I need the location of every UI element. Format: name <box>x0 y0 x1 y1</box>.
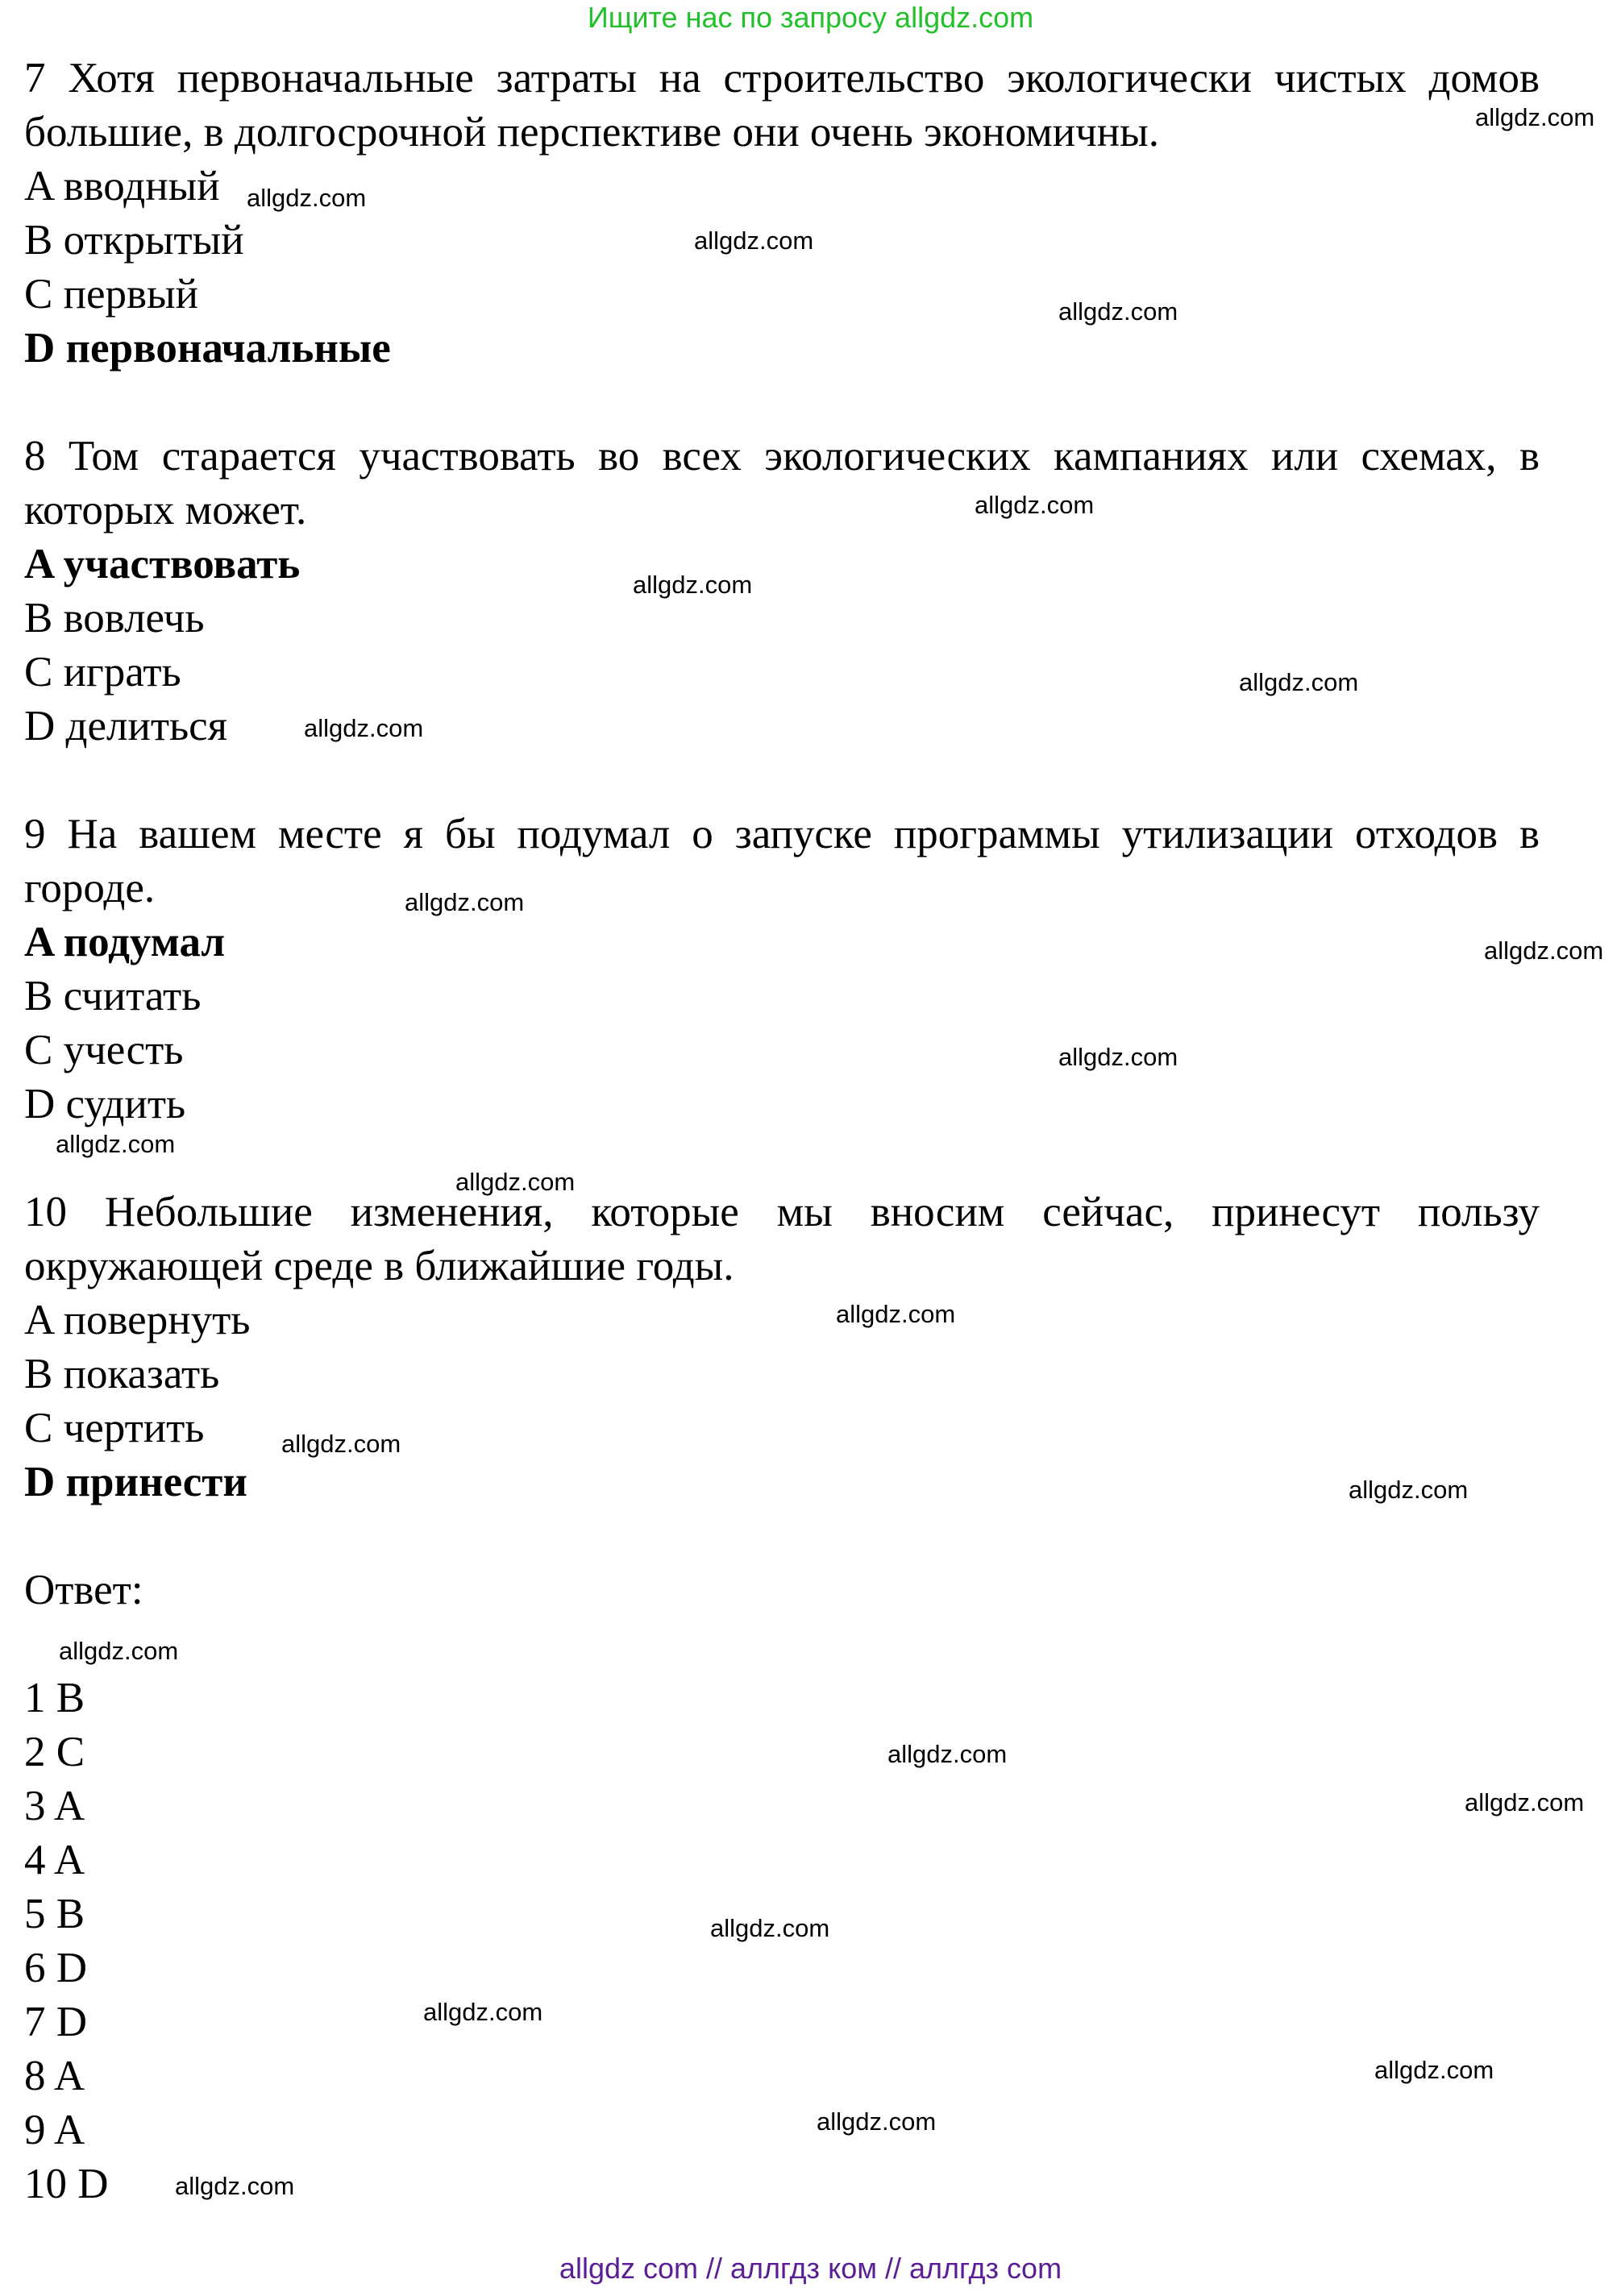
answer-item: 3 A <box>24 1783 85 1829</box>
option-list <box>24 1293 1540 1509</box>
search-hint-banner: Ищите нас по запросу allgdz.com <box>587 1 1034 34</box>
question-7 <box>24 52 1540 376</box>
option-list <box>24 538 1540 754</box>
watermark: allgdz.com <box>281 1430 401 1458</box>
question-text: 8 Том старается участвовать во всех экологических кампаниях или схемах, в которых может. <box>24 433 1540 534</box>
option-a-correct: A участвовать <box>24 541 301 587</box>
option-d: D делиться <box>24 703 228 749</box>
option-b: B показать <box>24 1351 220 1397</box>
watermark: allgdz.com <box>1058 297 1178 326</box>
answer-item: 5 B <box>24 1891 85 1937</box>
answer-item: 7 D <box>24 1999 88 2045</box>
option-list <box>24 915 1540 1131</box>
option-a: A повернуть <box>24 1297 251 1343</box>
question-10 <box>24 1185 1540 1509</box>
option-c: C учесть <box>24 1027 184 1073</box>
option-a: A вводный <box>24 163 220 210</box>
question-text: 7 Хотя первоначальные затраты на строительство экологически чистых домов большие, в долгосрочной перспективе они очень экономичны. <box>24 55 1540 156</box>
option-b: B считать <box>24 973 202 1019</box>
watermark: allgdz.com <box>1465 1788 1585 1816</box>
watermark: allgdz.com <box>247 184 367 212</box>
footer-site-links: allgdz com // аллгдз ком // аллгдз com <box>559 2252 1062 2285</box>
question-8 <box>24 430 1540 754</box>
answer-title: Ответ: <box>24 1567 143 1613</box>
answer-item: 4 A <box>24 1837 85 1883</box>
question-9 <box>24 808 1540 1131</box>
watermark: allgdz.com <box>455 1168 576 1196</box>
answer-item: 8 A <box>24 2053 85 2099</box>
watermark: allgdz.com <box>710 1914 830 1942</box>
question-text: 9 На вашем месте я бы подумал о запуске программы утилизации отходов в городе. <box>24 811 1540 911</box>
watermark: allgdz.com <box>975 491 1095 519</box>
watermark: allgdz.com <box>56 1130 176 1158</box>
watermark: allgdz.com <box>1475 103 1595 131</box>
question-text: 10 Небольшие изменения, которые мы вносим сейчас, принесут пользу окружающей среде в ближайшие годы. <box>24 1189 1540 1289</box>
option-d-correct: D принести <box>24 1459 247 1505</box>
watermark: allgdz.com <box>694 226 814 255</box>
option-c: C играть <box>24 649 181 695</box>
option-b: B открытый <box>24 217 244 264</box>
watermark: allgdz.com <box>1058 1043 1178 1071</box>
option-b: B вовлечь <box>24 595 205 641</box>
watermark: allgdz.com <box>836 1300 956 1328</box>
watermark: allgdz.com <box>304 714 424 742</box>
option-a-correct: A подумал <box>24 919 226 965</box>
option-d: D судить <box>24 1081 186 1127</box>
watermark: allgdz.com <box>405 888 525 916</box>
option-c: C чертить <box>24 1405 205 1451</box>
watermark: allgdz.com <box>59 1637 179 1665</box>
answer-item: 2 C <box>24 1729 85 1775</box>
watermark: allgdz.com <box>1374 2056 1494 2084</box>
answer-item: 10 D <box>24 2161 109 2207</box>
option-d-correct: D первоначальные <box>24 325 391 372</box>
watermark: allgdz.com <box>175 2172 295 2200</box>
watermark: allgdz.com <box>1484 936 1604 965</box>
answer-item: 6 D <box>24 1945 88 1991</box>
exercise-content <box>24 52 1540 2211</box>
watermark: allgdz.com <box>1349 1476 1469 1504</box>
answer-item: 9 A <box>24 2107 85 2153</box>
answer-item: 1 B <box>24 1675 85 1721</box>
watermark: allgdz.com <box>1239 668 1359 696</box>
watermark: allgdz.com <box>633 571 753 599</box>
option-c: C первый <box>24 271 198 318</box>
watermark: allgdz.com <box>817 2107 937 2136</box>
watermark: allgdz.com <box>423 1998 543 2026</box>
watermark: allgdz.com <box>887 1740 1008 1768</box>
